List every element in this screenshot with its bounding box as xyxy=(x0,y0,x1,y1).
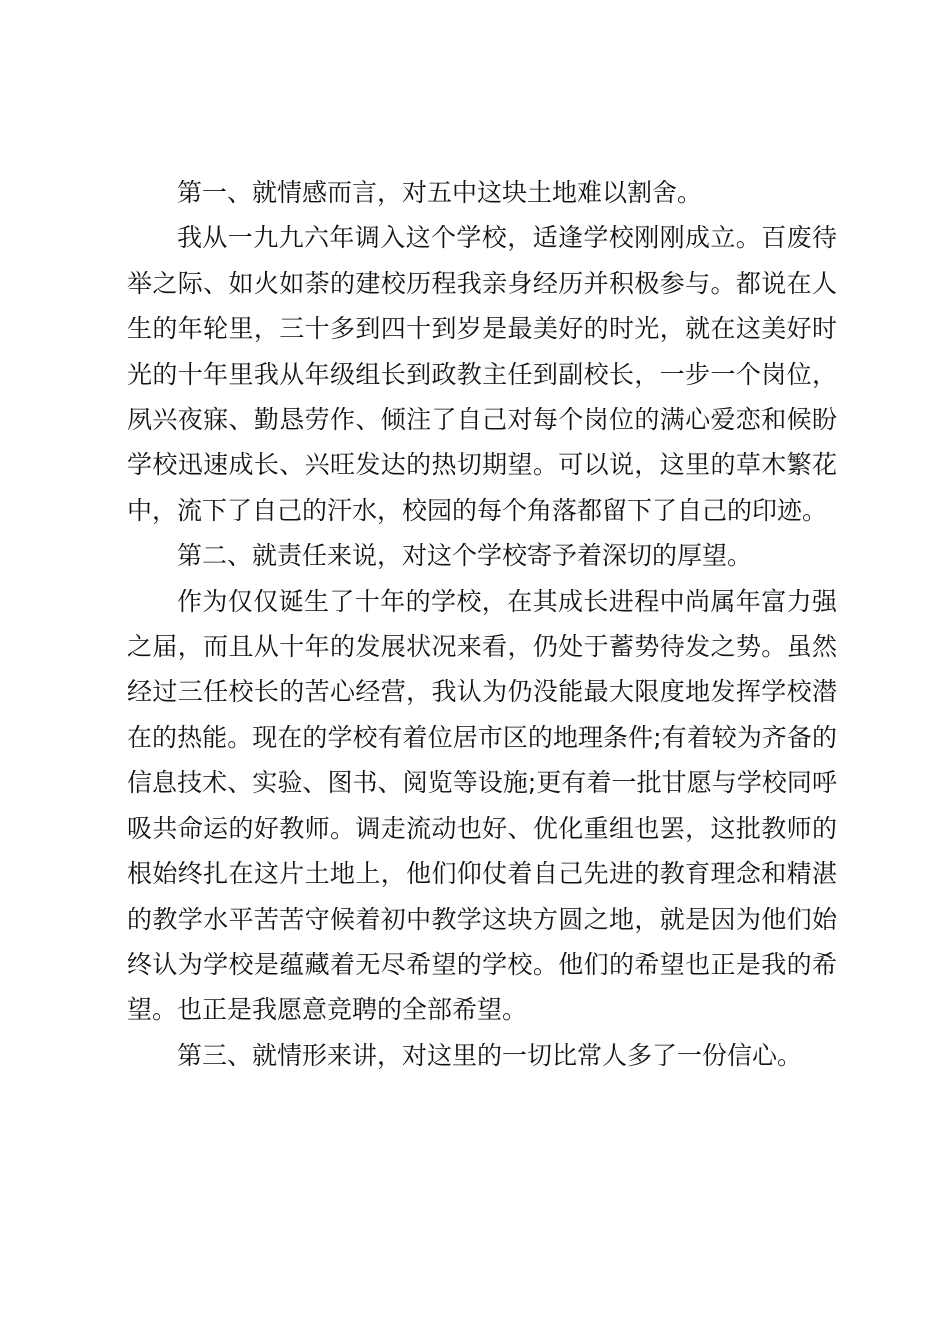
section-heading-confidence: 第三、就情形来讲，对这里的一切比常人多了一份信心。 xyxy=(177,1040,803,1070)
document-body xyxy=(127,170,837,1078)
body-paragraph-expectation: 作为仅仅诞生了十年的学校，在其成长进程中尚属年富力强之届，而且从十年的发展状况来看，仍处于蓄势待发之势。虽然经过三任校长的苦心经营，我认为仍没能最大限度地发挥学校潜在的热能。现在的学校有着位居市区的地理条件;有着较为齐备的信息技术、实验、图书、阅览等设施;更有着一批甘愿与学校同呼吸共命运的好教师。调走流动也好、优化重组也罢，这批教师的根始终扎在这片土地上，他们仰仗着自己先进的教育理念和精湛的教学水平苦苦守候着初中教学这块方圆之地，就是因为他们始终认为学校是蕴藏着无尽希望的学校。他们的希望也正是我的希望。也正是我愿意竞聘的全部希望。 xyxy=(127,586,837,1025)
section-heading-responsibility: 第二、就责任来说，对这个学校寄予着深切的厚望。 xyxy=(177,541,753,571)
section-heading-emotion: 第一、就情感而言，对五中这块土地难以割舍。 xyxy=(177,178,703,207)
body-paragraph-history: 我从一九九六年调入这个学校，适逢学校刚刚成立。百废待举之际、如火如荼的建校历程我亲身经历并积极参与。都说在人生的年轮里，三十多到四十到岁是最美好的时光，就在这美好时光的十年里我从年级组长到政教主任到副校长，一步一个岗位，夙兴夜寐、勤恳劳作、倾注了自己对每个岗位的满心爱恋和候盼学校迅速成长、兴旺发达的热切期望。可以说，这里的草木繁花中，流下了自己的汗水，校园的每个角落都留下了自己的印迹。 xyxy=(127,223,837,525)
